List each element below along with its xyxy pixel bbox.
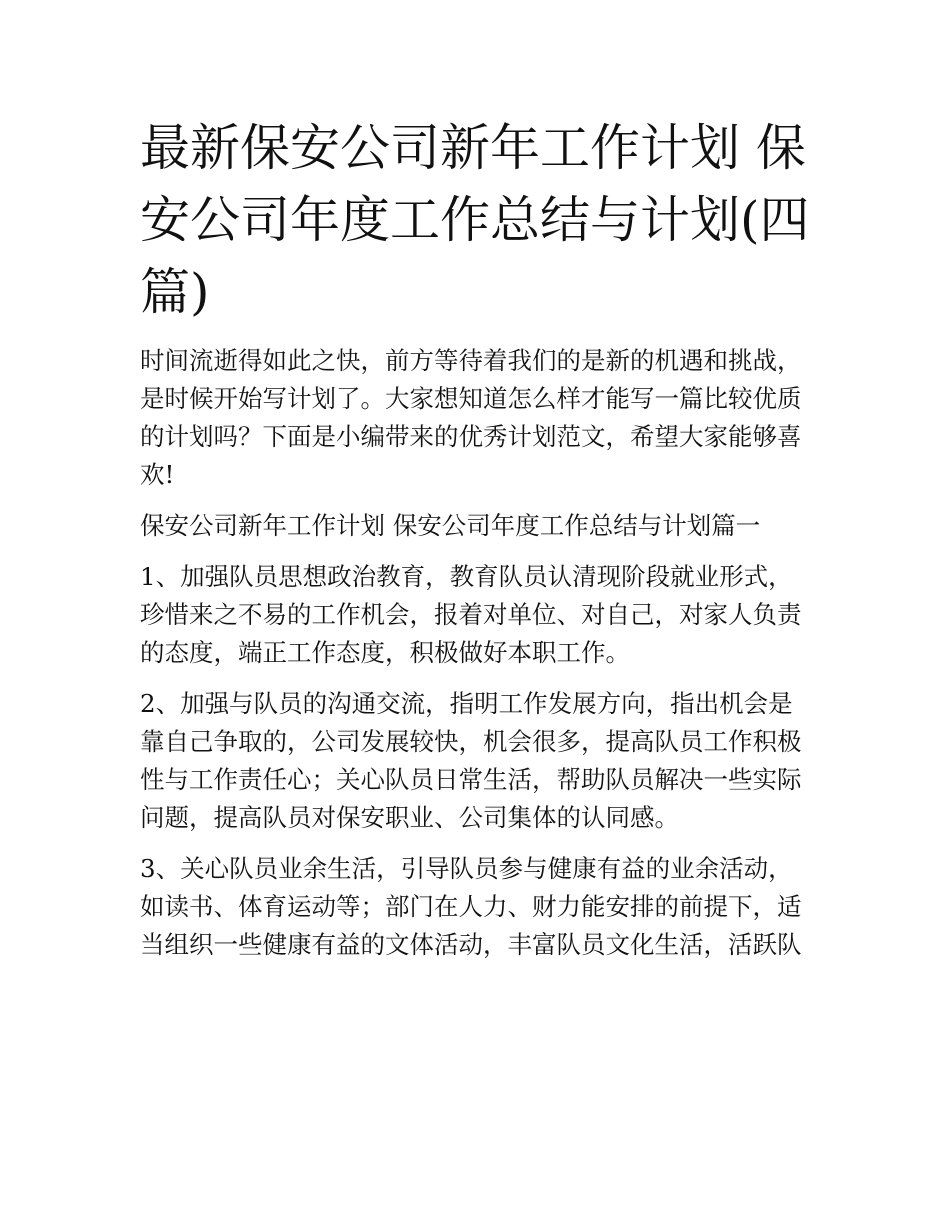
title-line: 篇) bbox=[140, 263, 210, 321]
body-paragraph bbox=[140, 558, 812, 672]
text-line: 欢! bbox=[140, 460, 175, 489]
text-line: 靠自己争取的，公司发展较快，机会很多，提高队员工作积极 bbox=[140, 727, 802, 756]
text-line: 问题，提高队员对保安职业、公司集体的认同感。 bbox=[140, 803, 679, 832]
title-line: 最新保安公司新年工作计划 保 bbox=[140, 119, 806, 177]
text-line: 珍惜来之不易的工作机会，报着对单位、对自己，对家人负责 bbox=[140, 600, 802, 629]
section-heading bbox=[140, 507, 812, 545]
text-line: 是时候开始写计划了。大家想知道怎么样才能写一篇比较优质 bbox=[140, 384, 802, 413]
text-line: 2、加强与队员的沟通交流，指明工作发展方向，指出机会是 bbox=[140, 689, 793, 718]
title-line: 安公司年度工作总结与计划(四 bbox=[140, 191, 810, 249]
text-line: 保安公司新年工作计划 保安公司年度工作总结与计划篇一 bbox=[140, 511, 761, 540]
text-line: 的计划吗？下面是小编带来的优秀计划范文，希望大家能够喜 bbox=[140, 422, 802, 451]
text-line: 1、加强队员思想政治教育，教育队员认清现阶段就业形式， bbox=[140, 562, 793, 591]
text-line: 时间流逝得如此之快，前方等待着我们的是新的机遇和挑战， bbox=[140, 346, 802, 375]
text-line: 的态度，端正工作态度，积极做好本职工作。 bbox=[140, 638, 630, 667]
text-line: 当组织一些健康有益的文体活动，丰富队员文化生活，活跃队 bbox=[140, 930, 802, 959]
body-paragraph bbox=[140, 685, 812, 837]
intro-paragraph bbox=[140, 342, 812, 494]
document-page bbox=[140, 112, 812, 964]
text-line: 3、关心队员业余生活，引导队员参与健康有益的业余活动， bbox=[140, 854, 793, 883]
text-line: 如读书、体育运动等；部门在人力、财力能安排的前提下，适 bbox=[140, 892, 802, 921]
body-paragraph bbox=[140, 850, 812, 964]
text-line: 性与工作责任心；关心队员日常生活，帮助队员解决一些实际 bbox=[140, 765, 802, 794]
document-title bbox=[140, 112, 812, 328]
